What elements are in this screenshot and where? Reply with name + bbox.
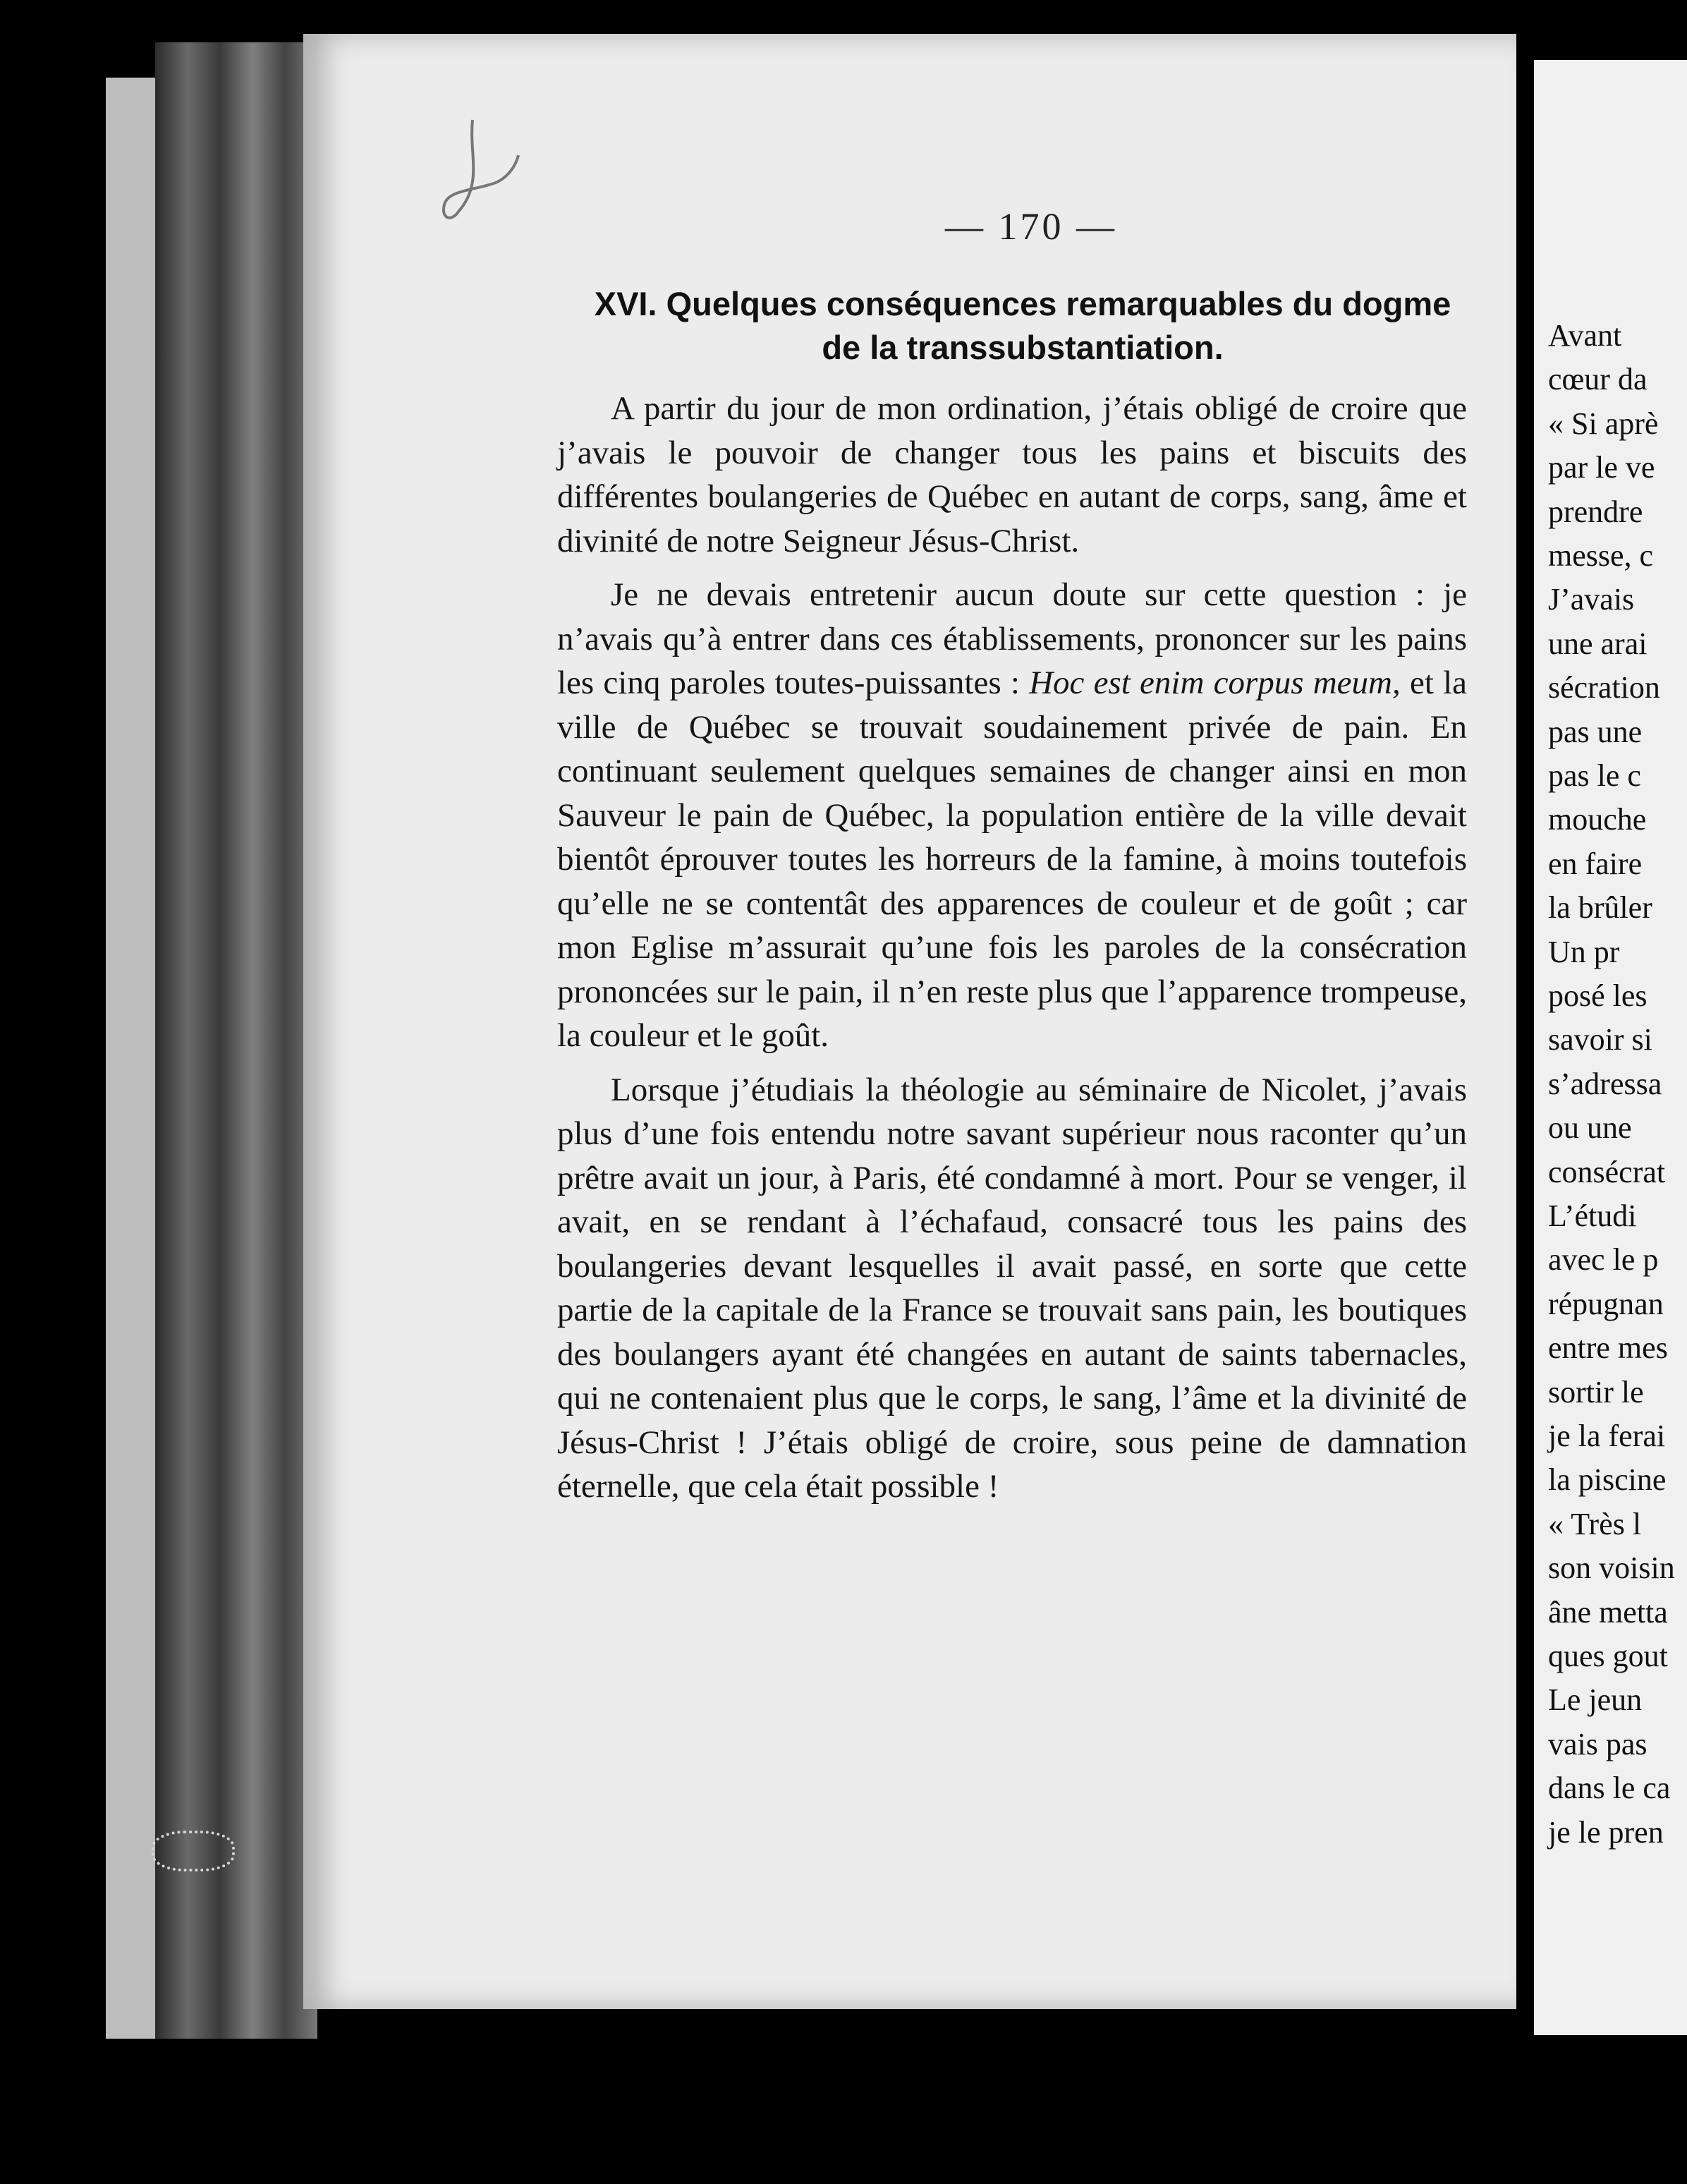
facing-page-line: L’étudi — [1548, 1199, 1637, 1233]
section-heading: XVI. Quelques conséquences remarquables du dogme de la transsubstantiation. — [594, 285, 1451, 366]
margin-smudge — [152, 1831, 235, 1871]
facing-page-line: consécrat — [1548, 1154, 1666, 1189]
facing-page-line: Avant — [1548, 318, 1622, 353]
facing-page — [1534, 60, 1687, 2035]
facing-page-line: répugnan — [1548, 1286, 1664, 1321]
facing-page-line: ques gout — [1548, 1639, 1668, 1673]
facing-page-line: sortir le — [1548, 1374, 1644, 1409]
paragraph-1: A partir du jour de mon ordination, j’étais obligé de croire que j’avais le pouvoir de changer tous les pains et biscuits des différentes boulangeries de Québec en autant de corps, sang, âme et divinité de notre Seigneur Jésus-Christ. — [557, 390, 1467, 559]
pencil-mark — [430, 113, 522, 240]
page-block-edge — [155, 42, 317, 2039]
paragraph-3: Lorsque j’étudiais la théologie au séminaire de Nicolet, j’avais plus d’une fois entendu notre savant supérieur nous raconter qu’un prêtre avait un jour, à Paris, été condamné à mort. Pour se venger, il avait, en se rendant à l’échafaud, consacré tous les pains des boulangeries devant lesquelles il avait passé, en sorte que cette partie de la capitale de la France se trouvait sans pain, les boutiques des boulangers ayant été changées en autant de saints tabernacles, qui ne contenaient plus que le corps, le sang, l’âme et la divinité de Jésus-Christ ! J’étais obligé de croire, sous peine de damnation éternelle, que cela était possible ! — [557, 1071, 1467, 1505]
paragraph-2 — [557, 573, 1467, 1058]
paragraph-2-end: et la ville de Québec se trouvait soudainement privée de pain. En continuant seulement quelques semaines de changer ainsi en mon Sauveur le pain de Québec, la population entière de la ville devait bientôt éprouver toutes les horreurs de la famine, à moins toutefois qu’elle ne se contentât des apparences de couleur et de goût ; car mon Eglise m’assurait qu’une fois les paroles de la consécration prononcées sur le pain, il n’en reste plus que l’apparence trompeuse, la couleur et le goût. — [557, 665, 1468, 1054]
facing-page-line: Un pr — [1548, 934, 1620, 969]
page-number: — 170 — — [945, 205, 1117, 248]
facing-page-line: avec le p — [1548, 1242, 1659, 1278]
facing-page-line: vais pas — [1548, 1726, 1648, 1761]
facing-page-line: pas le c — [1548, 758, 1641, 793]
facing-page-line: savoir si — [1548, 1022, 1652, 1057]
facing-page-line: s’adressa — [1548, 1066, 1662, 1101]
facing-page-line: la piscine — [1548, 1462, 1667, 1498]
facing-page-line: Le jeun — [1548, 1682, 1643, 1718]
facing-page-line: J’avais — [1548, 582, 1635, 617]
facing-page-line: pas une — [1548, 714, 1643, 749]
facing-page-line: je le pren — [1548, 1814, 1664, 1850]
facing-page-line: en faire — [1548, 846, 1643, 881]
facing-page-line: la brûler — [1548, 890, 1652, 926]
facing-page-line: prendre — [1548, 494, 1643, 529]
facing-page-line: « Si aprè — [1548, 406, 1659, 441]
body-text — [557, 387, 1467, 1519]
facing-page-line: sécration — [1548, 670, 1660, 705]
facing-page-line: cœur da — [1548, 362, 1648, 397]
facing-page-line: posé les — [1548, 978, 1648, 1013]
facing-page-line: « Très l — [1548, 1506, 1642, 1541]
facing-page-line: par le ve — [1548, 450, 1655, 485]
facing-page-line: une arai — [1548, 626, 1648, 661]
facing-page-line: mouche — [1548, 802, 1647, 837]
facing-page-line: son voisin — [1548, 1551, 1675, 1586]
latin-formula: Hoc est enim corpus meum, — [1029, 665, 1401, 701]
paragraph-2-start: Je ne devais entretenir aucun doute sur cette question : je n’avais qu’à entrer dans ces établissements, prononcer sur les pains les cinq paroles toutes-puissantes : — [557, 576, 1467, 701]
facing-page-line: âne metta — [1548, 1594, 1668, 1630]
facing-page-line: messe, c — [1548, 538, 1654, 573]
facing-page-line: dans le ca — [1548, 1771, 1671, 1806]
facing-page-line: ou une — [1548, 1110, 1632, 1146]
facing-page-line: je la ferai — [1548, 1419, 1666, 1453]
facing-page-line: entre mes — [1548, 1330, 1668, 1366]
